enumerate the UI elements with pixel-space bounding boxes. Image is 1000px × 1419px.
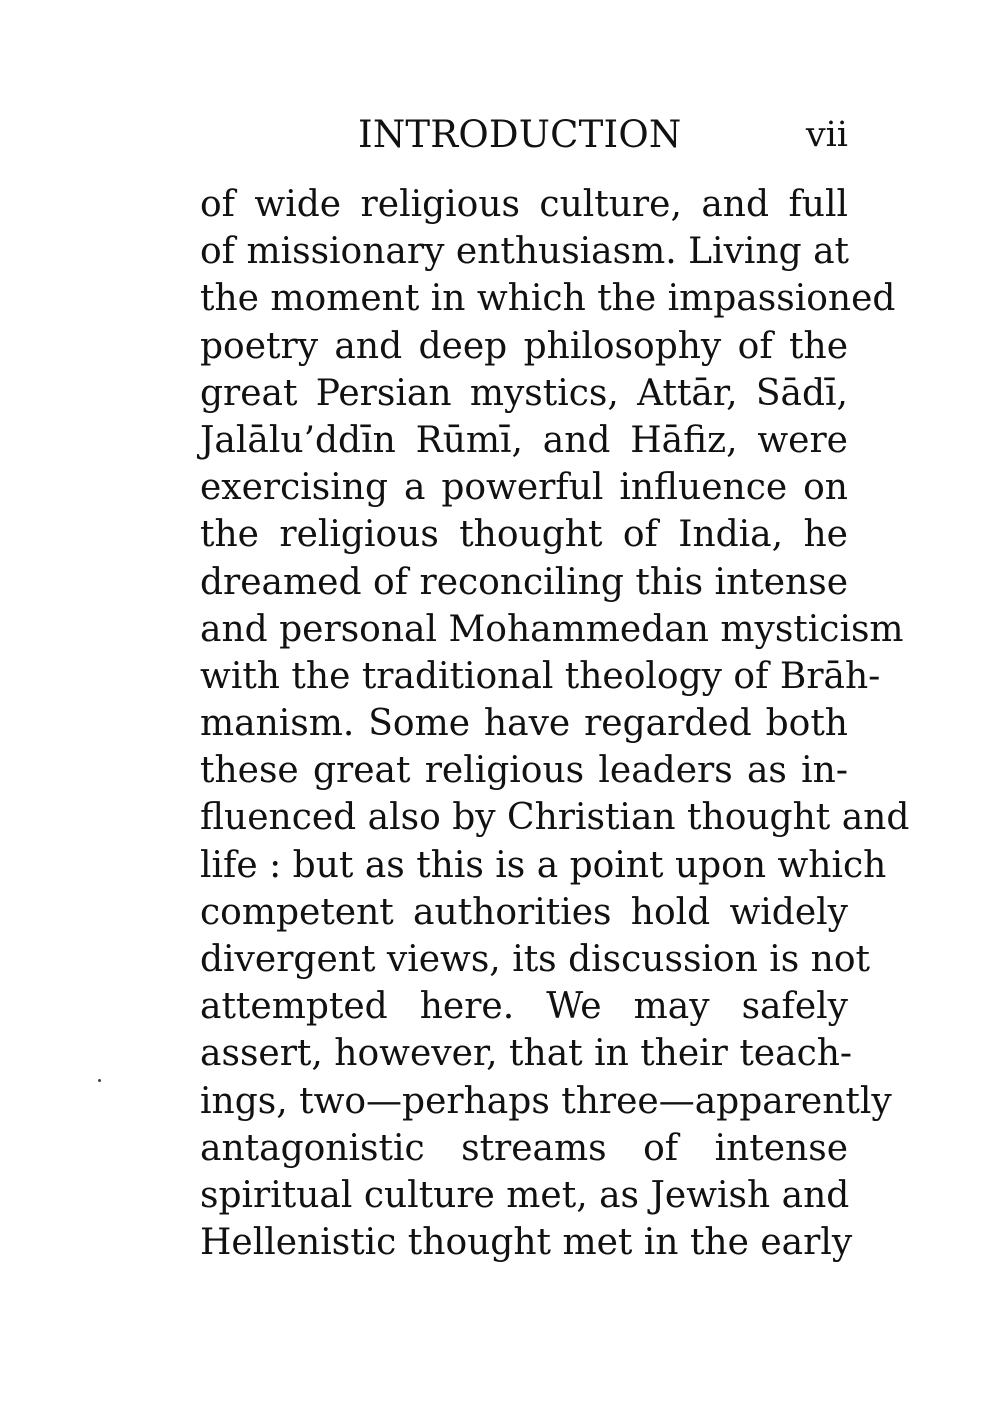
text-line: spiritual culture met, as Jewish and — [200, 1174, 850, 1216]
text-line: fluenced also by Christian thought and — [200, 797, 910, 839]
text-line: attempted here. We may safely — [200, 986, 848, 1028]
text-line: dreamed of reconciling this intense — [200, 561, 848, 603]
text-line: Jalālu’ddīn Rūmī, and Hāfiz, were — [200, 419, 848, 461]
text-line: the religious thought of India, he — [200, 514, 848, 556]
text-line: ings, two—perhaps three—apparently — [200, 1080, 892, 1122]
text-line: of wide religious culture, and full — [200, 184, 848, 225]
text-line: competent authorities hold widely — [200, 891, 848, 933]
text-line: assert, however, that in their teach- — [200, 1033, 853, 1075]
text-line: antagonistic streams of intense — [200, 1127, 848, 1169]
body-text — [200, 181, 910, 1266]
running-head — [200, 110, 848, 160]
text-line: great Persian mystics, Attār, Sādī, — [200, 372, 848, 414]
text-line: life : but as this is a point upon which — [200, 844, 887, 886]
text-line: manism. Some have regarded both — [200, 703, 848, 745]
text-line: and personal Mohammedan mysticism — [200, 608, 904, 650]
scan-speck — [98, 1079, 101, 1082]
text-line: of missionary enthusiasm. Living at — [200, 231, 850, 273]
text-line: divergent views, its discussion is not — [200, 939, 870, 980]
text-line: the moment in which the impassioned — [200, 278, 896, 320]
text-line: with the traditional theology of Brāh- — [200, 655, 881, 697]
text-line: exercising a powerful influence on — [200, 467, 848, 509]
text-line: Hellenistic thought met in the early — [200, 1222, 853, 1264]
page-number: vii — [805, 115, 848, 155]
text-line: poetry and deep philosophy of the — [200, 325, 848, 367]
running-title: INTRODUCTION — [358, 113, 682, 156]
text-line: these great religious leaders as in- — [200, 750, 848, 792]
